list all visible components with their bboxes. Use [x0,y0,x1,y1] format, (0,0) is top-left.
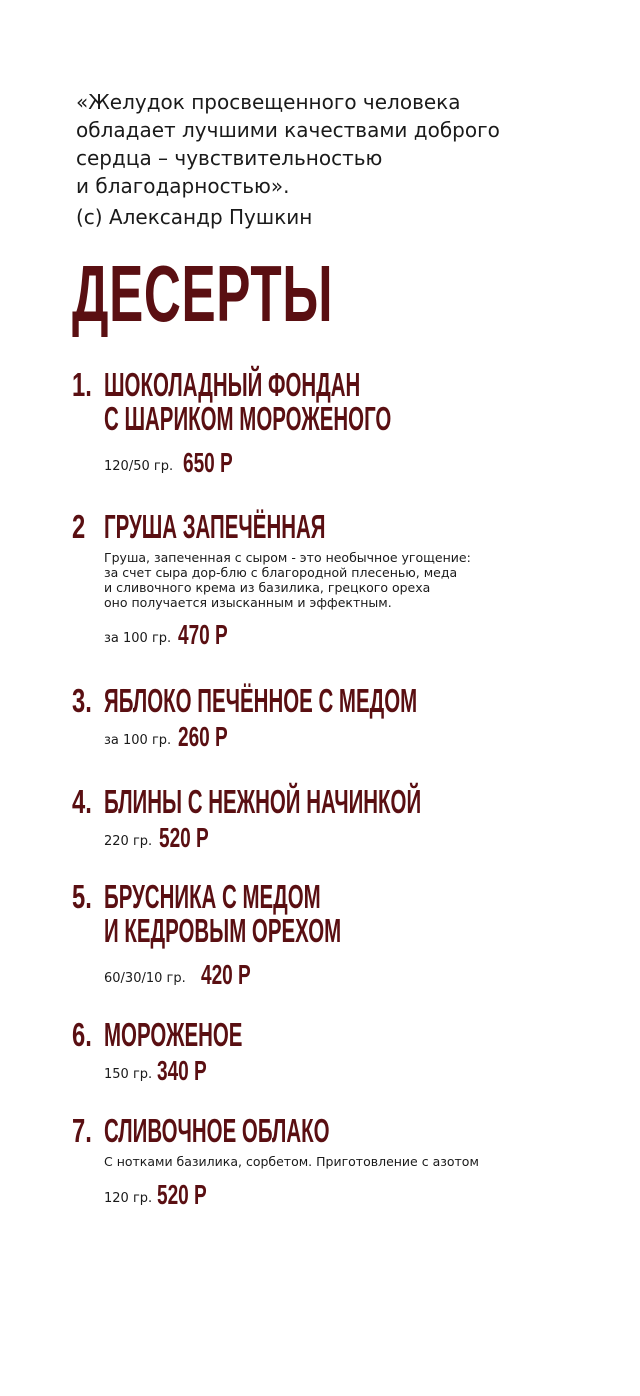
menu-item [0,510,640,650]
item-title-line: ГРУША ЗАПЕЧЁННАЯ [104,508,326,545]
item-title [104,1114,330,1148]
menu-item [0,880,640,990]
menu-item [0,785,640,855]
item-title-line: С ШАРИКОМ МОРОЖЕНОГО [104,400,392,437]
item-price: 520 Р [159,822,209,853]
item-price: 340 Р [157,1055,207,1086]
description-line: за счет сыра дор-блю с благородной плесенью, меда [104,565,458,580]
quote-line: обладает лучшими качествами доброго [76,118,500,142]
item-number: 3. [72,682,92,719]
item-price: 650 Р [183,447,233,478]
item-title [104,684,417,718]
menu-item [0,684,640,754]
item-title [104,1018,242,1052]
item-weight: 220 гр. [104,834,153,849]
menu-item [0,1114,640,1214]
item-description [104,1154,564,1169]
item-weight: 120 гр. [104,1191,153,1206]
item-title-line: ШОКОЛАДНЫЙ ФОНДАН [104,366,361,403]
description-line: С нотками базилика, сорбетом. Приготовление с азотом [104,1154,479,1169]
item-weight: 60/30/10 гр. [104,971,186,986]
item-title-line: СЛИВОЧНОЕ ОБЛАКО [104,1112,330,1149]
epigraph-quote [76,88,596,200]
item-description [104,550,564,610]
item-number: 4. [72,783,92,820]
item-weight: за 100 гр. [104,733,172,748]
item-title-line: ЯБЛОКО ПЕЧЁННОЕ С МЕДОМ [104,682,418,719]
item-weight: 150 гр. [104,1067,153,1082]
item-price: 520 Р [157,1179,207,1210]
quote-line: сердца – чувствительностью [76,146,383,170]
description-line: оно получается изысканным и эффектным. [104,595,392,610]
item-title [104,368,391,436]
item-weight: 120/50 гр. [104,459,174,474]
item-number: 5. [72,878,92,915]
description-line: Груша, запеченная с сыром - это необычное угощение: [104,550,471,565]
item-price: 470 Р [178,619,228,650]
section-title: ДЕСЕРТЫ [72,249,334,338]
item-title [104,510,325,544]
item-number: 1. [72,366,92,403]
quote-line: «Желудок просвещенного человека [76,90,461,114]
item-title [104,880,341,948]
item-title-line: И КЕДРОВЫМ ОРЕХОМ [104,912,342,949]
item-number: 7. [72,1112,92,1149]
item-price: 420 Р [201,959,251,990]
description-line: и сливочного крема из базилика, грецкого ореха [104,580,431,595]
item-title [104,785,421,819]
item-number: 2 [72,508,86,545]
item-title-line: МОРОЖЕНОЕ [104,1016,243,1053]
quote-line: и благодарностью». [76,174,290,198]
quote-author: (с) Александр Пушкин [76,205,313,229]
item-number: 6. [72,1016,92,1053]
item-title-line: БРУСНИКА С МЕДОМ [104,878,321,915]
item-title-line: БЛИНЫ С НЕЖНОЙ НАЧИНКОЙ [104,783,422,820]
item-price: 260 Р [178,721,228,752]
menu-item [0,1018,640,1088]
item-weight: за 100 гр. [104,631,172,646]
menu-item [0,368,640,478]
